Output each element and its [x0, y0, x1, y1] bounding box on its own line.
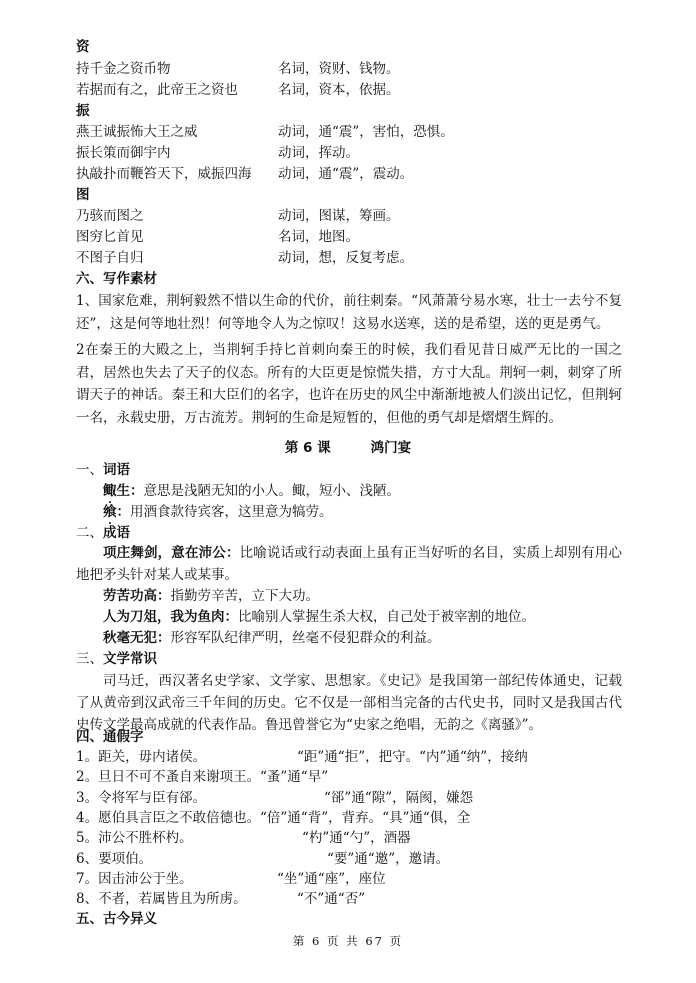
lesson-number: 第 6 课 [284, 440, 331, 456]
example-sentence: 若据而有之，此帝王之资也 [76, 82, 238, 98]
idiom-definition: 指勤劳辛苦，立下大功。 [170, 588, 319, 604]
tongjia-sentence: 5。沛公不胜杯杓。 [76, 830, 193, 847]
tongjia-note: “蚤”通“早” [260, 769, 329, 786]
tongjia-note: “不”通“否” [297, 891, 366, 908]
tongjia-note: “郤”通“隙”，隔阂，嫌怨 [324, 789, 474, 806]
example-meaning: 名词，资财、钱物。 [278, 61, 400, 77]
word-heading-zhen: 振 [76, 103, 90, 119]
word-heading-zi: 资 [76, 39, 90, 55]
idiom-item [103, 628, 441, 648]
example-sentence: 乃骇而图之 [76, 208, 144, 224]
section-heading-writing: 六、写作素材 [76, 271, 157, 287]
page-footer: 第 6 页 共 67 页 [292, 934, 404, 948]
writing-paragraph-1: 1、国家危难，荆轲毅然不惜以生命的代价，前往刺秦。“风萧萧兮易水寒，壮士一去兮不复还”，这是何等地壮烈！何等地令人为之惊叹！这易水送寒，送的是希望，送的更是勇气。 [76, 293, 622, 332]
example-sentence: 振长策而御宇内 [76, 145, 171, 161]
vocab-item [103, 481, 400, 501]
example-sentence: 不图子自归 [76, 250, 144, 266]
literature-paragraph: 司马迁，西汉著名史学家、文学家、思想家。《史记》是我国第一部纪传体通史，记载了从黄帝到汉武帝三千年间的历史。它不仅是一部相当完备的古代史书，同时又是我国古代史传文学最高成就的代表作品。鲁迅曾誉它为“史家之绝唱，无韵之《离骚》”。 [76, 673, 622, 733]
lesson-title [0, 438, 696, 458]
lesson-name: 鸿门宴 [370, 440, 412, 456]
section-number: 一、 [76, 462, 103, 478]
example-meaning: 名词，地图。 [278, 229, 359, 245]
tongjia-sentence: 2。旦日不可不蚤自来谢项王。 [76, 769, 261, 786]
tongjia-note: “距”通“拒”，把守。“内”通“纳”，接纳 [297, 749, 528, 765]
tongjia-sentence: 6、要项伯。 [76, 850, 153, 867]
section-heading-ciyu [76, 460, 130, 480]
example-sentence: 燕王诚振怖大王之威 [76, 124, 198, 140]
example-meaning: 动词，通“震”，震动。 [278, 166, 414, 182]
writing-paragraph-2: 2在秦王的大殿之上，当荆轲手持匕首刺向秦王的时候，我们看见昔日威严无比的一国之君，居然也失去了天子的仪态。所有的大臣更是惊慌失措，方寸大乱。荆轲一刺，刺穿了所谓天子的神话。秦王和大臣们的名字，也许在历史的风尘中渐渐地被人们淡出记忆，但荆轲一名，永载史册，万古流芳。荆轲的生命是短暂的，但他的勇气却是熠熠生辉的。 [76, 342, 622, 426]
idiom-definition: 比喻别人掌握生杀大权，自己处于被宰割的地位。 [238, 609, 535, 625]
tongjia-sentence: 3。令将军与臣有郤。 [76, 789, 207, 806]
example-meaning: 动词，图谋，筹画。 [278, 208, 400, 224]
section-title: 文学常识 [103, 651, 157, 667]
word-heading-tu: 图 [76, 187, 90, 203]
example-sentence: 执敲扑而鞭笞天下，威振四海 [76, 166, 252, 182]
tongjia-sentence: 4。愿伯具言臣之不敢倍德也。 [76, 809, 261, 826]
tongjia-sentence: 8、不者，若属皆且为所虏。 [76, 891, 247, 908]
section-number: 三、 [76, 651, 103, 667]
vocab-definition: 意思是浅陋无知的小人。鲰，短小、浅陋。 [143, 483, 400, 499]
example-sentence: 持千金之资币物 [76, 61, 171, 77]
section-heading-chengyu [76, 523, 130, 543]
example-meaning: 动词，通“震”，害怕，恐惧。 [278, 124, 454, 140]
idiom-term: 秋毫无犯： [103, 630, 171, 646]
idiom-term: 劳苦功高： [103, 588, 171, 604]
section-number: 二、 [76, 525, 103, 541]
section-title: 成语 [103, 525, 130, 541]
idiom-term: 人为刀俎，我为鱼肉： [103, 609, 238, 625]
vocab-term-key-char: 鲰 [103, 483, 117, 499]
tongjia-note: “坐”通“座”，座位 [277, 870, 386, 887]
section-heading-wenxue [76, 649, 157, 669]
idiom-item [103, 607, 535, 627]
tongjia-note: “杓”通“勺”，酒器 [302, 830, 411, 847]
example-meaning: 动词，挥动。 [278, 145, 359, 161]
example-sentence: 图穷匕首见 [76, 229, 144, 245]
vocab-term-key-char: 飨 [103, 504, 117, 520]
idiom-term: 项庄舞剑，意在沛公： [103, 545, 240, 561]
tongjia-note: “要”通“邀”，邀请。 [327, 850, 450, 867]
idiom-item [76, 543, 622, 586]
vocab-item [103, 502, 333, 522]
vocab-definition: 用酒食款待宾客，这里意为犒劳。 [130, 504, 333, 520]
section-heading-gujin: 五、古今异义 [76, 911, 157, 928]
example-meaning: 动词，想，反复考虑。 [278, 250, 413, 266]
idiom-definition: 比喻说话或行动表面上虽有正当好听的名目，实质上却别有用心地把矛头针对某人或某事。 [76, 545, 623, 583]
section-heading-tongjia: 四、通假字 [76, 729, 144, 745]
tongjia-sentence: 1。距关，毋内诸侯。 [76, 749, 207, 765]
tongjia-sentence: 7。因击沛公于坐。 [76, 870, 193, 887]
tongjia-note: “倍”通“背”，背弃。“具”通“俱，全 [260, 809, 471, 826]
idiom-item [103, 586, 319, 606]
example-meaning: 名词，资本，依据。 [278, 82, 400, 98]
vocab-term-rest: 生： [116, 483, 144, 499]
idiom-definition: 形容军队纪律严明，丝毫不侵犯群众的利益。 [170, 630, 441, 646]
section-title: 词语 [103, 462, 130, 478]
vocab-term-rest: ： [116, 504, 130, 520]
